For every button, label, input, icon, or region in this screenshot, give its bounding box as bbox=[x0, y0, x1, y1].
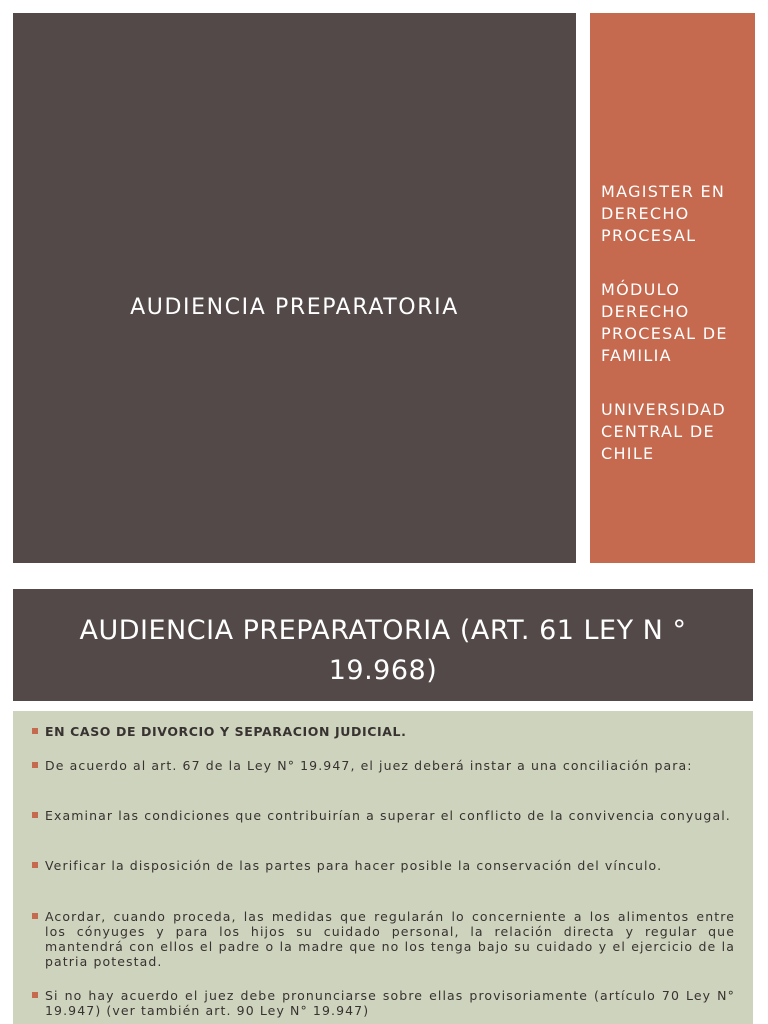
content-slide-header bbox=[13, 589, 753, 701]
bullet-item-6: Si no hay acuerdo el juez debe pronunciarse sobre ellas provisoriamente (artículo 70 Ley N° 19.947) (ver también art. 90 Ley N° 19.947) bbox=[45, 988, 735, 1018]
title-slide-main-panel bbox=[13, 13, 576, 563]
bullet-square-icon bbox=[32, 762, 38, 768]
side-item-program: MAGISTER EN DERECHO PROCESAL bbox=[601, 182, 726, 245]
bullet-item-1: EN CASO DE DIVORCIO Y SEPARACION JUDICIAL. bbox=[45, 724, 407, 739]
bullet-square-icon bbox=[32, 992, 38, 998]
bullet-item-5: Acordar, cuando proceda, las medidas que regularán lo concerniente a los alimentos entre los cónyuges y para los hijos su cuidado personal, la relación directa y regular que mantendrá con ellos el padre o la madre que no los tenga bajo su cuidado y el ejercicio de la patria potestad. bbox=[45, 909, 735, 969]
bullet-square-icon bbox=[32, 862, 38, 868]
title-slide-heading: AUDIENCIA PREPARATORIA bbox=[130, 295, 459, 320]
side-item-university: UNIVERSIDAD CENTRAL DE CHILE bbox=[601, 400, 727, 463]
bullet-item-3: Examinar las condiciones que contribuirían a superar el conflicto de la convivencia conyugal. bbox=[45, 808, 731, 823]
bullet-square-icon bbox=[32, 913, 38, 919]
content-slide-body bbox=[13, 711, 753, 1024]
bullet-square-icon bbox=[32, 728, 38, 734]
bullet-square-icon bbox=[32, 812, 38, 818]
content-slide-title: AUDIENCIA PREPARATORIA (ART. 61 LEY N ° 19.968) bbox=[79, 615, 687, 686]
bullet-item-4: Verificar la disposición de las partes para hacer posible la conservación del vínculo. bbox=[45, 858, 663, 873]
bullet-item-2: De acuerdo al art. 67 de la Ley N° 19.947, el juez deberá instar a una conciliación para: bbox=[45, 758, 693, 773]
side-item-module: MÓDULO DERECHO PROCESAL DE FAMILIA bbox=[601, 280, 728, 365]
title-slide-side-panel bbox=[590, 13, 755, 563]
